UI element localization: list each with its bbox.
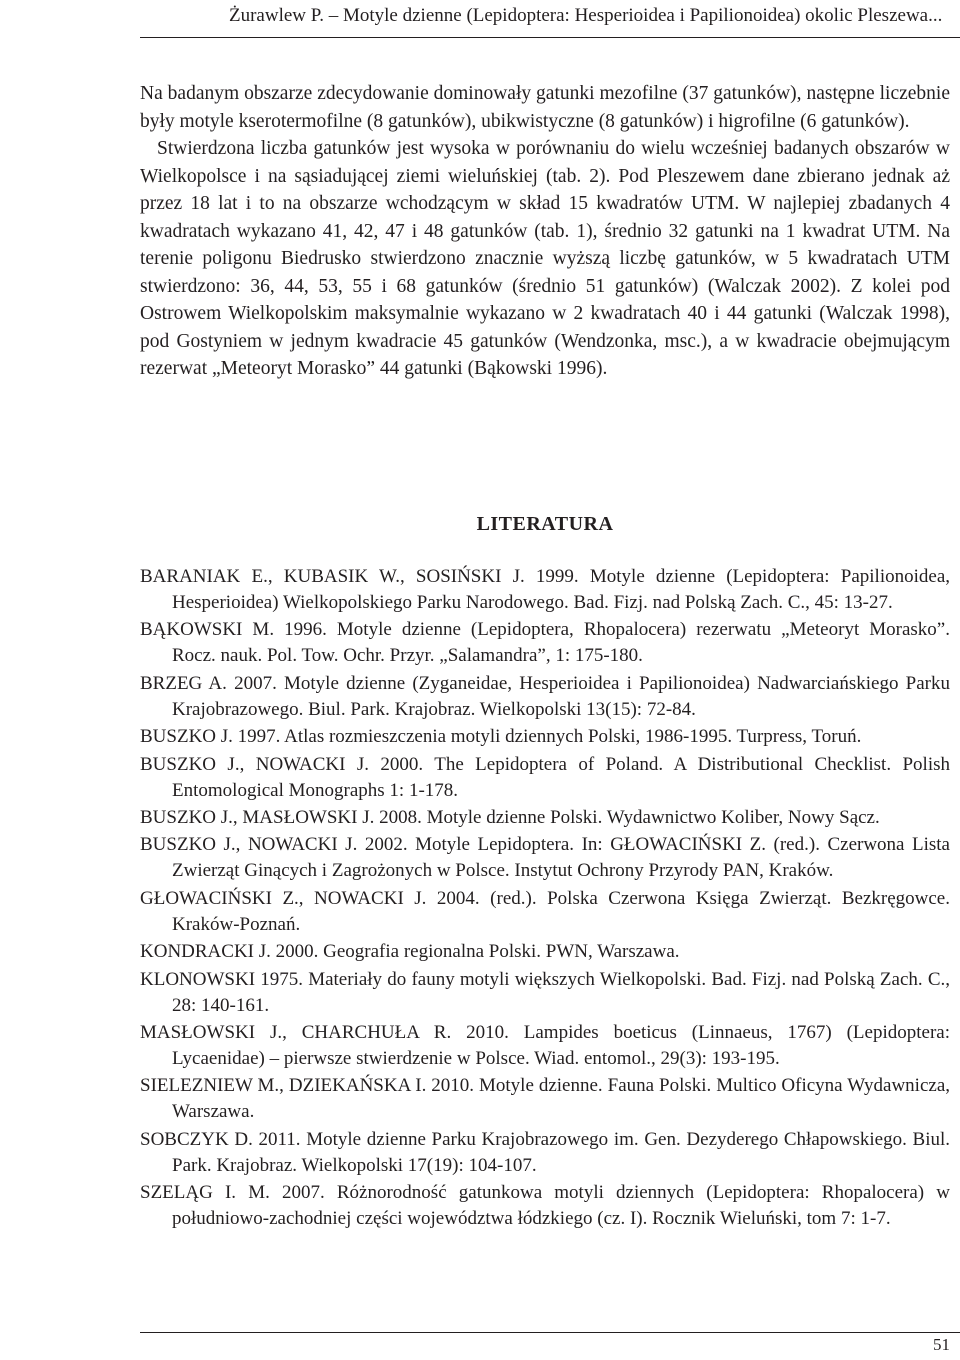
reference-entry: BUSZKO J., NOWACKI J. 2002. Motyle Lepidoptera. In: GŁOWACIŃSKI Z. (red.). Czerwona Lista Zwierząt Ginących i Zagrożonych w Polsce. Instytut Ochrony Przyrody PAN, Kraków. bbox=[140, 834, 950, 882]
reference-entry: SZELĄG I. M. 2007. Różnorodność gatunkowa motyli dziennych (Lepidoptera: Rhopalocera) w południowo-zachodniej części województwa łódzkiego (cz. I). Rocznik Wieluński, tom 7: 1-7. bbox=[140, 1182, 950, 1230]
reference-entry: SIELEZNIEW M., DZIEKAŃSKA I. 2010. Motyle dzienne. Fauna Polski. Multico Oficyna Wydawnicza, Warszawa. bbox=[140, 1075, 950, 1123]
literature-heading: LITERATURA bbox=[476, 513, 614, 535]
page-number: 51 bbox=[933, 1335, 950, 1354]
reference-entry: BRZEG A. 2007. Motyle dzienne (Zyganeidae, Hesperioidea i Papilionoidea) Nadwarciańskiego Parku Krajobrazowego. Biul. Park. Krajobraz. Wielkopolski 13(15): 72-84. bbox=[140, 672, 950, 720]
reference-entry: BUSZKO J. 1997. Atlas rozmieszczenia motyli dziennych Polski, 1986-1995. Turpress, Toruń. bbox=[140, 726, 862, 748]
reference-entry: SOBCZYK D. 2011. Motyle dzienne Parku Krajobrazowego im. Gen. Dezyderego Chłapowskiego. Biul. Park. Krajobraz. Wielkopolski 17(19): 104-107. bbox=[140, 1128, 950, 1176]
reference-entry: GŁOWACIŃSKI Z., NOWACKI J. 2004. (red.). Polska Czerwona Księga Zwierząt. Bezkręgowce. Kraków-Poznań. bbox=[140, 887, 950, 935]
header-divider bbox=[140, 37, 960, 38]
reference-list bbox=[140, 564, 950, 1233]
body-text bbox=[140, 80, 950, 383]
reference-entry: MASŁOWSKI J., CHARCHUŁA R. 2010. Lampides boeticus (Linnaeus, 1767) (Lepidoptera: Lycaenidae) – pierwsze stwierdzenie w Polsce. Wiad. entomol., 29(3): 193-195. bbox=[140, 1021, 950, 1069]
footer-divider bbox=[140, 1332, 960, 1333]
reference-entry: KLONOWSKI 1975. Materiały do fauny motyli większych Wielkopolski. Bad. Fizj. nad Polską Zach. C., 28: 140-161. bbox=[140, 968, 950, 1016]
body-paragraph: Na badanym obszarze zdecydowanie dominowały gatunki mezofilne (37 gatunków), następne liczebnie były motyle kserotermofilne (8 gatunków), ubikwistyczne (8 gatunków) i higrofilne (6 gatunków). bbox=[140, 83, 950, 132]
reference-entry: BUSZKO J., NOWACKI J. 2000. The Lepidoptera of Poland. A Distributional Checklist. Polish Entomological Monographs 1: 1-178. bbox=[140, 753, 950, 801]
reference-entry: BARANIAK E., KUBASIK W., SOSIŃSKI J. 1999. Motyle dzienne (Lepidoptera: Papilionoidea, Hesperioidea) Wielkopolskiego Parku Narodowego. Bad. Fizj. nad Polską Zach. C., 45: 13-27. bbox=[140, 566, 950, 613]
running-header: Żurawlew P. – Motyle dzienne (Lepidoptera: Hesperioidea i Papilionoidea) okolic Pleszewa... bbox=[229, 5, 943, 26]
body-paragraph: Stwierdzona liczba gatunków jest wysoka w porównaniu do wielu wcześniej badanych obszarów w Wielkopolsce i na sąsiadującej ziemi wieluńskiej (tab. 2). Pod Pleszewem dane zbierano jednak aż przez 18 lat i to na obszarze wchodzącym w skład 15 kwadratów UTM. W najlepiej zbadanych 4 kwadratach wykazano 41, 42, 47 i 48 gatunków (tab. 1), średnio 32 gatunki na 1 kwadrat UTM. Na terenie poligonu Biedrusko stwierdzono znacznie wyższą liczbę gatunków, w 5 kwadratach UTM stwierdzono: 36, 44, 53, 55 i 68 gatunków (średnio 51 gatunków) (Walczak 2002). Z kolei pod Ostrowem Wielkopolskim maksymalnie wykazano w 2 kwadratach 40 i 44 gatunki (Walczak 1998), pod Gostyniem w jednym kwadracie 45 gatunków (Wendzonka, msc.), a w kwadracie obejmującym rezerwat „Meteoryt Morasko” 44 gatunki (Bąkowski 1996). bbox=[140, 138, 950, 379]
reference-entry: KONDRACKI J. 2000. Geografia regionalna Polski. PWN, Warszawa. bbox=[140, 941, 680, 963]
reference-entry: BUSZKO J., MASŁOWSKI J. 2008. Motyle dzienne Polski. Wydawnictwo Koliber, Nowy Sącz. bbox=[140, 806, 880, 828]
reference-entry: BĄKOWSKI M. 1996. Motyle dzienne (Lepidoptera, Rhopalocera) rezerwatu „Meteoryt Morasko”. Rocz. nauk. Pol. Tow. Ochr. Przyr. „Salamandra”, 1: 175-180. bbox=[140, 619, 950, 667]
